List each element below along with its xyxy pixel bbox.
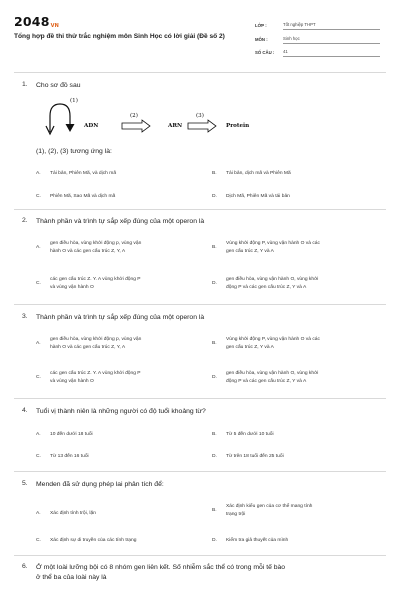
question-number: 4. [22, 407, 28, 414]
meta-row-count [255, 45, 380, 57]
step-2-label: (2) [130, 113, 138, 119]
document-title: Tổng hợp đề thi thử trắc nghiệm môn Sinh Học có lời giải (Đề số 2) [14, 33, 225, 40]
option-letter: C. [36, 375, 41, 380]
option-text-line1: các gen cấu trúc Z. Y. A vùng khởi động P [50, 277, 141, 282]
option-text: Phiên Mã, Sao Mã và dịch mã [50, 194, 116, 199]
meta-label: MÔN : [255, 36, 268, 42]
meta-value: Sinh học [283, 36, 380, 44]
node-protein: Protein [226, 123, 250, 129]
option-letter: D. [212, 375, 217, 380]
option-text-line1: gen điều hòa, vùng vận hành O, vùng khởi [226, 371, 319, 376]
option-letter: B. [212, 432, 217, 437]
option-text: Dịch Mã, Phiên Mã và tái bản [226, 194, 290, 199]
question-text: Menden đã sử dụng phép lai phân tích để: [36, 481, 164, 488]
central-dogma-diagram [30, 96, 280, 142]
divider [14, 398, 386, 399]
logo-suffix: VN [50, 23, 60, 29]
question-number: 6. [22, 563, 28, 570]
meta-label: SỐ CÂU : [255, 50, 275, 55]
option-text-line2: và vùng vận hành O [50, 285, 94, 290]
question-text-line2: ở thể ba của loài này là [36, 574, 107, 581]
divider [14, 209, 386, 210]
option-text-line2: trạng trội [226, 512, 246, 517]
option-letter: B. [212, 245, 217, 250]
option-text-line1: gen điều hòa, vùng khởi động p, vùng vận [50, 241, 142, 246]
option-text-line2: hành O và các gen cấu trúc Z, Y, A [50, 345, 126, 350]
question-number: 1. [22, 81, 28, 88]
page-header [0, 0, 400, 64]
option-text: Kiểm tra giả thuyết của mình [226, 538, 289, 543]
step-1-label: (1) [70, 98, 78, 104]
option-letter: D. [212, 194, 217, 199]
option-text-line2: động P và các gen cấu trúc Z, Y và A [226, 379, 307, 384]
option-letter: A. [36, 511, 41, 516]
option-text-line2: hành O và các gen cấu trúc Z, Y, A [50, 249, 126, 254]
option-text-line1: các gen cấu trúc Z. Y. A vùng khởi động P [50, 371, 141, 376]
option-text-line2: và vùng vận hành O [50, 379, 94, 384]
question-number: 3. [22, 313, 28, 320]
option-text-line1: Xác định kiểu gen của cơ thể mang tính [226, 504, 313, 509]
step-3-label: (3) [196, 113, 204, 119]
site-logo[interactable] [14, 14, 59, 29]
meta-label: LỚP : [255, 23, 267, 28]
node-adn: ADN [84, 123, 99, 129]
option-text: Xác định tính trội, lặn [50, 511, 96, 516]
option-text-line2: gen cấu trúc Z, Y và A [226, 249, 274, 254]
question-number: 2. [22, 217, 28, 224]
meta-row-class [255, 18, 380, 30]
divider [14, 471, 386, 472]
meta-value: Tốt nghiệp THPT [283, 22, 380, 30]
option-letter: D. [212, 281, 217, 286]
divider [14, 304, 386, 305]
meta-row-subject [255, 32, 380, 44]
option-letter: A. [36, 432, 41, 437]
option-letter: A. [36, 341, 41, 346]
option-text-line1: Vùng khởi động P, vùng vận hành O và các [226, 337, 320, 342]
divider [14, 72, 386, 73]
question-text: Thành phần và trình tự sắp xếp đúng của một operon là [36, 218, 205, 225]
option-text: Từ 13 đến 16 tuổi [50, 454, 89, 459]
option-letter: C. [36, 454, 41, 459]
option-letter: A. [36, 171, 41, 176]
option-letter: D. [212, 538, 217, 543]
document-meta [255, 18, 380, 59]
option-text: Tái bản, Phiên Mã, và dịch mã [50, 171, 117, 176]
option-text: Từ trên 18 tuổi đến 25 tuổi [226, 454, 284, 459]
meta-value: 41 [283, 49, 380, 57]
option-letter: C. [36, 194, 41, 199]
option-letter: B. [212, 508, 217, 513]
option-letter: A. [36, 245, 41, 250]
question-subtext: (1), (2), (3) tương ứng là: [36, 148, 112, 155]
node-arn: ARN [168, 123, 183, 129]
logo-text: 2048 [14, 14, 50, 29]
option-text-line1: gen điều hòa, vùng khởi động p, vùng vận [50, 337, 142, 342]
option-text-line1: gen điều hòa, vùng vận hành O, vùng khởi [226, 277, 319, 282]
option-letter: C. [36, 538, 41, 543]
option-text-line1: Vùng khởi động P, vùng vận hành O và các [226, 241, 320, 246]
option-letter: B. [212, 341, 217, 346]
option-text-line2: động P và các gen cấu trúc Z, Y và A [226, 285, 307, 290]
diagram-arrows [30, 96, 280, 142]
option-text: Từ 5 đến dưới 10 tuổi [226, 432, 274, 437]
divider [14, 555, 386, 556]
option-letter: D. [212, 454, 217, 459]
option-letter: C. [36, 281, 41, 286]
question-number: 5. [22, 480, 28, 487]
question-text: Tuổi vị thành niên là những người có độ tuổi khoảng từ? [36, 408, 206, 415]
option-text: 10 đến dưới 18 tuổi [50, 432, 93, 437]
option-text-line2: gen cấu trúc Z, Y và A [226, 345, 274, 350]
question-text-line1: Ở một loài lưỡng bội có 8 nhóm gen liên kết. Số nhiễm sắc thể có trong mỗi tế bào [36, 564, 286, 571]
option-text: Tái bản, dịch mã và Phiên Mã [226, 171, 291, 176]
option-letter: B. [212, 171, 217, 176]
question-text: Thành phần và trình tự sắp xếp đúng của một operon là [36, 314, 205, 321]
option-text: Xác định sự di truyền của các tính trạng [50, 538, 137, 543]
question-text: Cho sơ đồ sau [36, 82, 81, 89]
